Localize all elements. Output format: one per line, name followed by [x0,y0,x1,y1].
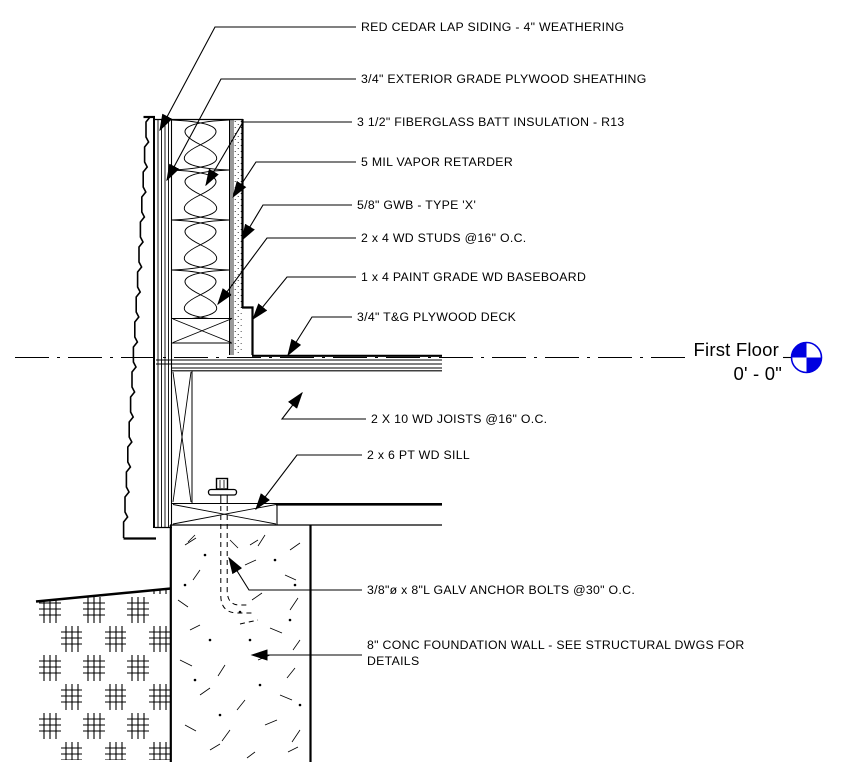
annotation-insulation: 3 1/2" FIBERGLASS BATT INSULATION - R13 [357,115,625,129]
level-marker [694,339,822,384]
batt-insulation-hatch [172,120,230,318]
annotations [357,20,745,668]
annotation-gwb: 5/8" GWB - TYPE 'X' [357,198,477,212]
bottom-plate [172,319,232,344]
annotation-deck: 3/4" T&G PLYWOOD DECK [357,310,517,324]
sill-plate [170,504,442,526]
gwb-section [234,119,243,355]
leader-joists [282,393,366,419]
level-elevation: 0' - 0" [733,363,782,384]
stud-cavity-insulation [154,120,243,526]
annotation-sill: 2 x 6 PT WD SILL [367,448,470,462]
leader-sill [256,455,362,509]
annotation-baseboard: 1 x 4 PAINT GRADE WD BASEBOARD [361,270,587,284]
earth-grade [36,589,171,761]
level-name: First Floor [693,339,779,360]
level-head-icon [792,343,822,373]
annotation-studs: 2 x 4 WD STUDS @16" O.C. [361,231,527,245]
concrete-texture [178,535,301,758]
baseboard-profile [242,308,253,356]
anchor-bolt-hidden-lines [221,506,258,624]
siding-section [124,117,157,539]
leader-baseboard [253,277,356,319]
leader-gwb [242,205,352,240]
leader-deck [288,317,352,355]
earth-hatch [38,589,170,760]
annotation-anchor-bolts: 3/8"ø x 8"L GALV ANCHOR BOLTS @30" O.C. [367,583,636,597]
annotation-joists: 2 X 10 WD JOISTS @16" O.C. [371,412,548,426]
annotation-siding: RED CEDAR LAP SIDING - 4" WEATHERING [361,20,625,34]
annotation-sheathing: 3/4" EXTERIOR GRADE PLYWOOD SHEATHING [361,72,647,86]
rim-joist [173,371,192,503]
anchor-bolt [209,479,259,625]
leader-vapor [233,162,356,197]
vapor-retarder-section [231,120,233,355]
foundation-wall [171,525,311,762]
annotation-foundation-line2: DETAILS [367,654,420,668]
annotation-foundation-line1: 8" CONC FOUNDATION WALL - SEE STRUCTURAL DWGS FOR [367,638,745,652]
gwb-stipple-hatch [234,120,242,355]
annotation-vapor: 5 MIL VAPOR RETARDER [361,155,513,169]
sheathing-section [155,119,172,528]
